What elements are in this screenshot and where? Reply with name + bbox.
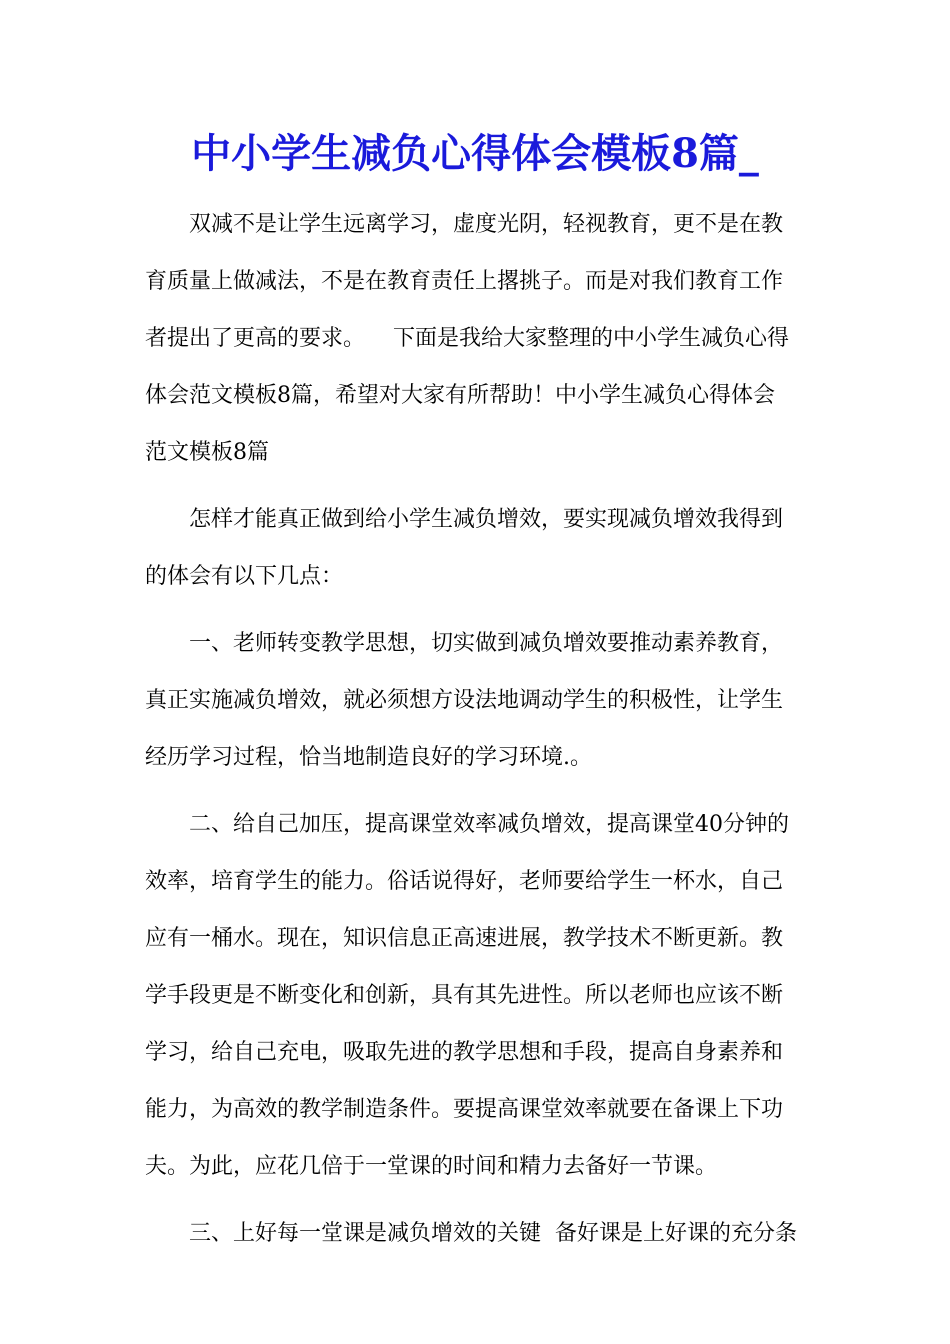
text-line: 效率，培育学生的能力。俗话说得好，老师要给学生一杯水，自己	[145, 869, 784, 894]
text-line: 夫。为此，应花几倍于一堂课的时间和精力去备好一节课。	[145, 1154, 718, 1179]
paragraph-question	[145, 491, 805, 605]
text-line: 应有一桶水。现在，知识信息正高速进展，教学技术不断更新。教	[145, 926, 784, 951]
document-body	[145, 196, 805, 1272]
paragraph-intro	[145, 196, 805, 481]
document-title: 中小学生减负心得体会模板8篇_	[191, 130, 759, 177]
text-line: 经历学习过程，恰当地制造良好的学习环境.。	[145, 745, 592, 770]
text-line: 双减不是让学生远离学习，虚度光阴，轻视教育，更不是在教	[189, 212, 784, 237]
text-line: 二、给自己加压，提高课堂效率减负增效，提高课堂40分钟的	[189, 812, 789, 837]
text-line: 体会范文模板8篇，希望对大家有所帮助！中小学生减负心得体会	[145, 383, 775, 408]
text-line: 一、老师转变教学思想，切实做到减负增效要推动素养教育，	[189, 631, 784, 656]
text-line: 育质量上做减法，不是在教育责任上撂挑子。而是对我们教育工作	[145, 269, 784, 294]
paragraph-point-three	[145, 1205, 805, 1262]
text-line: 范文模板8篇	[145, 440, 269, 465]
text-line: 三、上好每一堂课是减负增效的关键 备好课是上好课的充分条	[189, 1221, 797, 1246]
text-line: 能力，为高效的教学制造条件。要提高课堂效率就要在备课上下功	[145, 1097, 784, 1122]
text-line: 学手段更是不断变化和创新，具有其先进性。所以老师也应该不断	[145, 983, 784, 1008]
text-line: 怎样才能真正做到给小学生减负增效，要实现减负增效我得到	[189, 507, 784, 532]
paragraph-point-two	[145, 796, 805, 1195]
text-line: 真正实施减负增效，就必须想方设法地调动学生的积极性，让学生	[145, 688, 784, 713]
text-line: 者提出了更高的要求。 下面是我给大家整理的中小学生减负心得	[145, 326, 789, 351]
text-line: 学习，给自己充电，吸取先进的教学思想和手段，提高自身素养和	[145, 1040, 784, 1065]
paragraph-point-one	[145, 615, 805, 786]
text-line: 的体会有以下几点：	[145, 564, 344, 589]
